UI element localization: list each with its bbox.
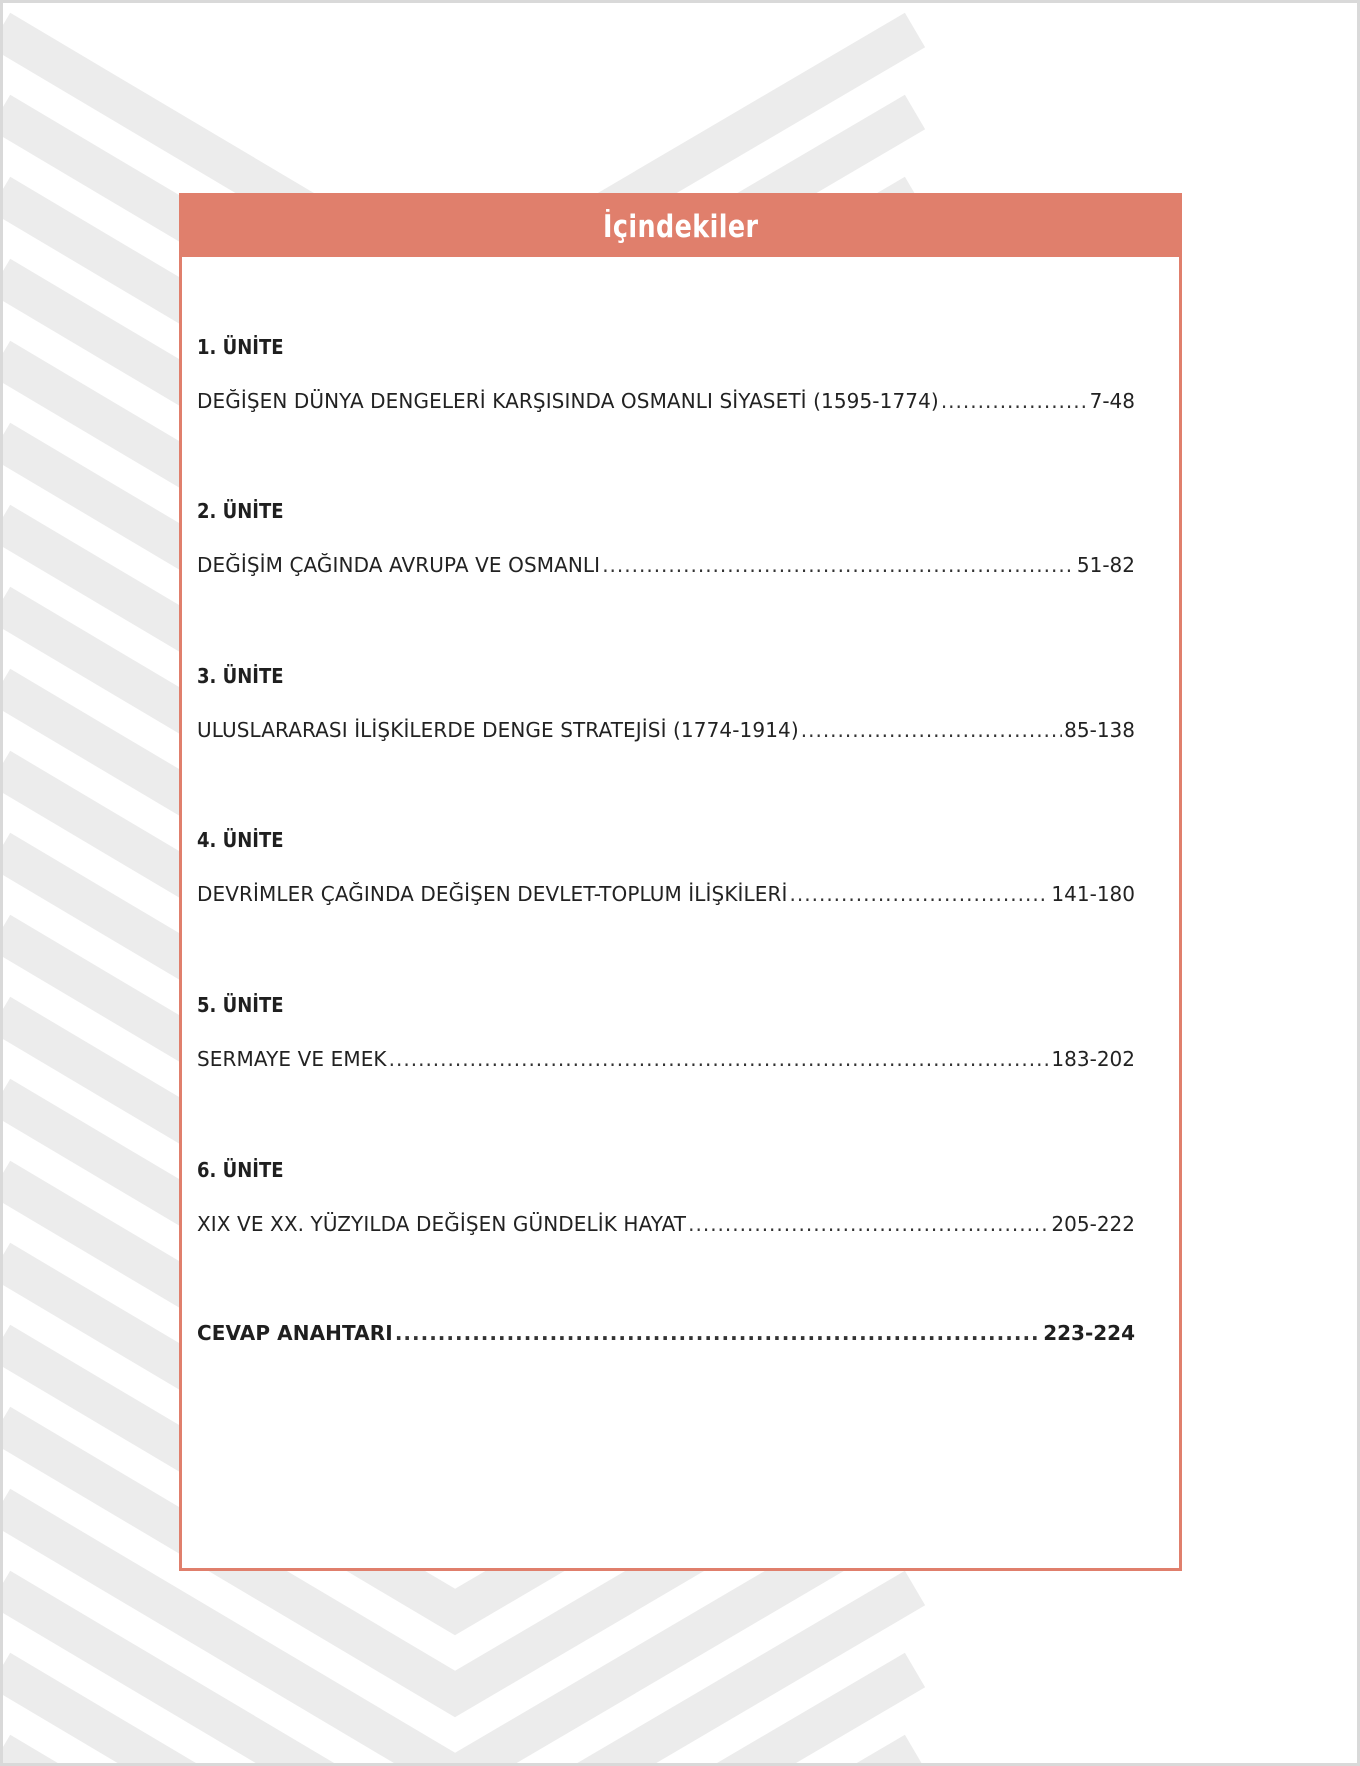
entry-title: ULUSLARARASI İLİŞKİLERDE DENGE STRATEJİSİ (1774-1914): [197, 718, 799, 742]
table-of-contents: [179, 193, 1182, 1571]
answer-key-title: CEVAP ANAHTARI: [197, 1321, 393, 1345]
unit-4: [197, 828, 1135, 906]
toc-entry[interactable]: [197, 1212, 1135, 1236]
toc-entry[interactable]: [197, 882, 1135, 906]
entry-title: SERMAYE VE EMEK: [197, 1047, 387, 1071]
unit-label: 5. ÜNİTE: [197, 993, 284, 1017]
dot-leader: [790, 882, 1050, 906]
dot-leader: [602, 553, 1075, 577]
answer-key-pages: 223-224: [1043, 1321, 1135, 1345]
unit-3: [197, 664, 1135, 742]
entry-title: DEĞİŞİM ÇAĞINDA AVRUPA VE OSMANLI: [197, 553, 601, 577]
unit-2: [197, 499, 1135, 577]
dot-leader: [941, 389, 1088, 413]
dot-leader: [389, 1047, 1050, 1071]
dot-leader: [395, 1321, 1041, 1345]
entry-pages: 141-180: [1051, 882, 1135, 906]
entry-title: DEĞİŞEN DÜNYA DENGELERİ KARŞISINDA OSMANLI SİYASETİ (1595-1774): [197, 389, 939, 413]
unit-label: 3. ÜNİTE: [197, 664, 284, 688]
dot-leader: [688, 1212, 1049, 1236]
unit-5: [197, 993, 1135, 1071]
entry-title: DEVRİMLER ÇAĞINDA DEĞİŞEN DEVLET-TOPLUM İLİŞKİLERİ: [197, 882, 788, 906]
answer-key-entry[interactable]: [197, 1321, 1135, 1345]
toc-entry[interactable]: [197, 718, 1135, 742]
unit-label: 2. ÜNİTE: [197, 499, 284, 523]
entry-pages: 183-202: [1051, 1047, 1135, 1071]
entry-pages: 85-138: [1064, 718, 1135, 742]
entry-title: XIX VE XX. YÜZYILDA DEĞİŞEN GÜNDELİK HAYAT: [197, 1212, 687, 1236]
entry-pages: 51-82: [1076, 553, 1135, 577]
unit-label: 6. ÜNİTE: [197, 1158, 284, 1182]
unit-1: [197, 335, 1135, 413]
toc-entry[interactable]: [197, 1047, 1135, 1071]
toc-entry[interactable]: [197, 553, 1135, 577]
entry-pages: 7-48: [1089, 389, 1135, 413]
unit-label: 4. ÜNİTE: [197, 828, 284, 852]
toc-entry[interactable]: [197, 389, 1135, 413]
dot-leader: [801, 718, 1062, 742]
toc-header: [182, 196, 1179, 257]
unit-6: [197, 1158, 1135, 1236]
toc-title: İçindekiler: [602, 208, 759, 245]
entry-pages: 205-222: [1051, 1212, 1135, 1236]
unit-label: 1. ÜNİTE: [197, 335, 284, 359]
